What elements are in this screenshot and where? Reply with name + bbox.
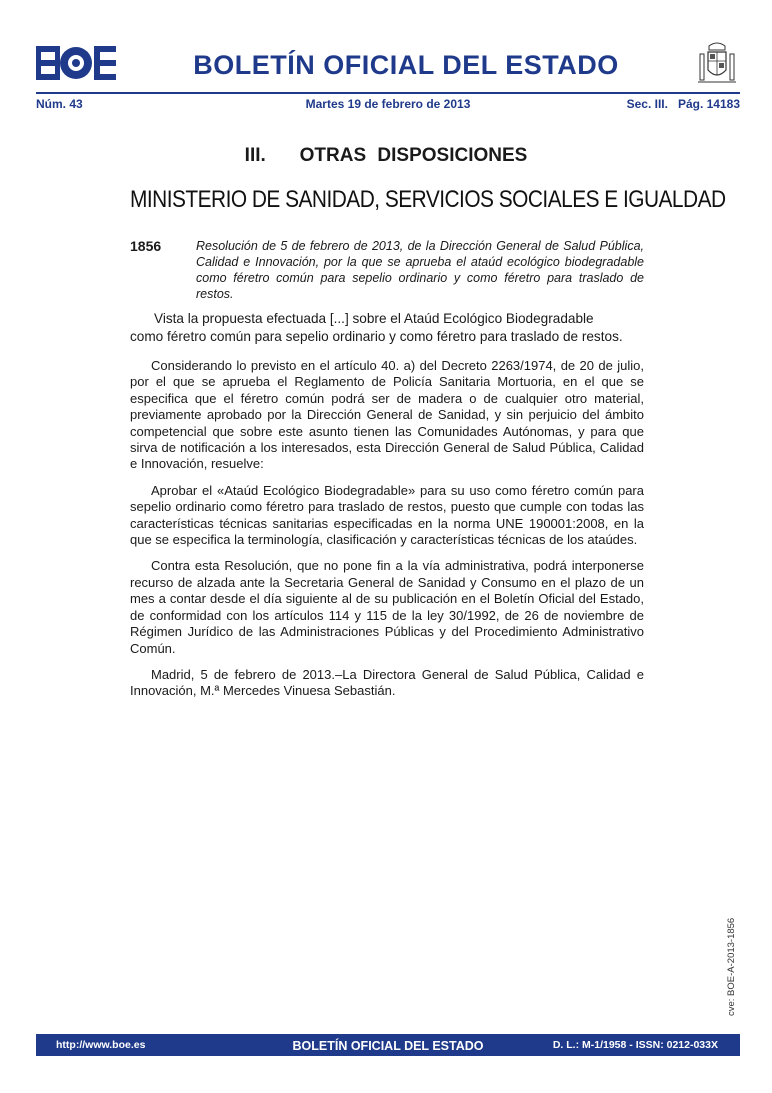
- footer-url-link[interactable]: http://www.boe.es: [56, 1039, 146, 1051]
- page-header: [36, 40, 740, 92]
- disposition-number: 1856: [130, 238, 162, 254]
- footer-legal: D. L.: M-1/1958 - ISSN: 0212-033X: [552, 1039, 718, 1051]
- paragraph-aprobar: Aprobar el «Ataúd Ecológico Biodegradable» para su uso como féretro común para sepelio ordinario como féretro para traslado de restos, puesto que cumple con todas las características técnicas sanitarias especificadas en la norma UNE 190001:2008, en la que se especifica la terminología, clasificación y características técnicas de los ataúdes.: [130, 482, 644, 548]
- vista-line-2: como féretro común para sepelio ordinario y como féretro para traslado de restos.: [130, 329, 623, 344]
- vista-line-1: Vista la propuesta efectuada [...] sobre el Ataúd Ecológico Biodegradable: [154, 311, 594, 326]
- vista-paragraph: [130, 310, 644, 346]
- paragraph-recurso: Contra esta Resolución, que no pone fin a la vía administrativa, podrá interponerse recurso de alzada ante la Secretaria General de Sanidad y Consumo en el plazo de un mes a contar desde el día siguiente al de su publicación en el Boletín Oficial del Estado, de conformidad con los artículos 114 y 115 de la ley 30/1992, de 26 de noviembre de Régimen Jurídico de las Administraciones Públicas y del Procedimiento Administrativo Común.: [130, 558, 644, 656]
- ministry-title: MINISTERIO DE SANIDAD, SERVICIOS SOCIALES E IGUALDAD: [130, 186, 726, 213]
- document-body: [130, 310, 644, 710]
- issue-info-bar: [36, 92, 740, 116]
- masthead-title: BOLETÍN OFICIAL DEL ESTADO: [193, 50, 619, 80]
- paragraph-signature: Madrid, 5 de febrero de 2013.–La Directora General de Salud Pública, Calidad e Innovación, M.ª Mercedes Vinuesa Sebastián.: [130, 666, 644, 699]
- issue-date: Martes 19 de febrero de 2013: [305, 97, 471, 111]
- issue-number: Núm. 43: [36, 97, 83, 111]
- section-page: Sec. III. Pág. 14183: [626, 97, 740, 111]
- cve-identifier: cve: BOE-A-2013-1856: [726, 917, 737, 1016]
- paragraph-considerando: Considerando lo previsto en el artículo 40. a) del Decreto 2263/1974, de 20 de julio, por el que se aprueba el Reglamento de Policía Sanitaria Mortuoria, en el que se especifica que el féretro común podrá ser de madera o de cualquier otro material, previamente aprobado por la Dirección General de Sanidad, y sin perjuicio del ámbito competencial que sobre este asunto tienen las Comunidades Autónomas, y para que sirva de notificación a los interesados, esta Dirección General de Salud Pública, Calidad e Innovación, resuelve:: [130, 358, 644, 472]
- page-footer: [36, 1034, 740, 1056]
- footer-title: BOLETÍN OFICIAL DEL ESTADO: [292, 1039, 484, 1053]
- disposition-title: Resolución de 5 de febrero de 2013, de la Dirección General de Salud Pública, Calidad e Innovación, por la que se aprueba el ataúd ecológico biodegradable como féretro común para sepelio ordinario y como féretro para traslado de restos.: [196, 239, 644, 301]
- coat-of-arms-icon: [694, 40, 740, 88]
- section-title: III. OTRAS DISPOSICIONES: [244, 145, 528, 166]
- boe-logo-icon: [36, 46, 116, 80]
